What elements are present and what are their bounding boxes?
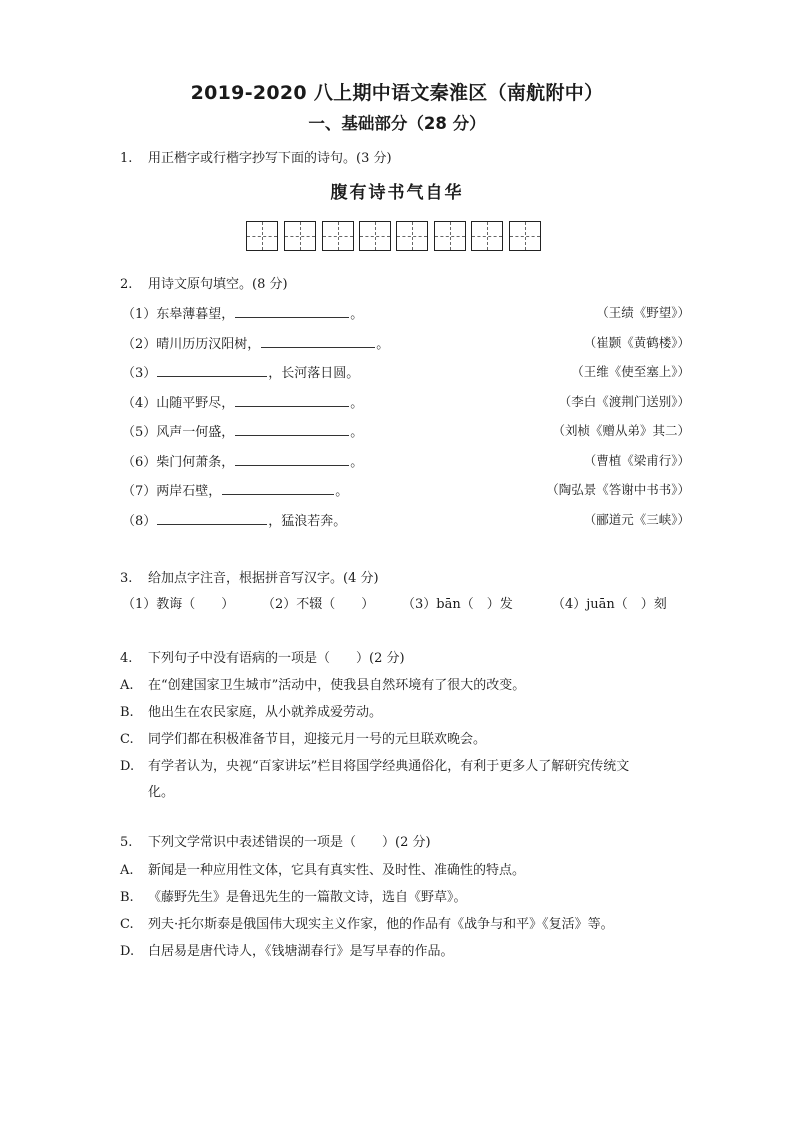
- option-text[interactable]: 同学们都在积极准备节目，迎接元月一号的元旦联欢晚会。: [148, 732, 487, 747]
- section-title: 一、基础部分（28 分）: [308, 114, 486, 133]
- writing-cell[interactable]: [284, 221, 316, 251]
- option-text[interactable]: 新闻是一种应用性文体，它具有真实性、及时性、准确性的特点。: [148, 863, 526, 878]
- item-pre: 山随平野尽，: [156, 396, 235, 411]
- item-post: 。: [350, 307, 364, 322]
- item-index: （1）: [122, 307, 157, 322]
- question-4-number: 4.: [120, 651, 133, 666]
- option-label[interactable]: A.: [120, 863, 134, 878]
- pinyin-item-3[interactable]: （3）bān（ ）发: [402, 597, 513, 612]
- writing-cell[interactable]: [322, 221, 354, 251]
- item-pre: 东皋薄暮望，: [156, 307, 235, 322]
- item-source: （崔颢《黄鹤楼》）: [583, 335, 690, 350]
- fill-item-6: [122, 452, 363, 472]
- item-source: （刘桢《赠从弟》其二）: [552, 423, 690, 438]
- answer-blank[interactable]: [235, 304, 349, 318]
- pinyin-item-1[interactable]: （1）教诲（ ）: [122, 597, 235, 612]
- item-index: （2）: [122, 337, 157, 352]
- item-source: （郦道元《三峡》）: [583, 512, 690, 527]
- answer-blank[interactable]: [235, 452, 349, 466]
- item-post: ，长河落日圆。: [268, 366, 360, 381]
- fill-item-1: [122, 304, 363, 324]
- writing-cell[interactable]: [434, 221, 466, 251]
- question-4-text: 下列句子中没有语病的一项是（ ）(2 分): [148, 651, 405, 666]
- fill-item-5: [122, 422, 363, 442]
- item-post: 。: [350, 425, 364, 440]
- answer-blank[interactable]: [235, 393, 349, 407]
- question-2-number: 2.: [120, 277, 133, 292]
- item-post: 。: [350, 455, 364, 470]
- option-text[interactable]: 列夫·托尔斯泰是俄国伟大现实主义作家，他的作品有《战争与和平》《复活》等。: [148, 917, 614, 932]
- item-index: （4）: [122, 396, 157, 411]
- pinyin-item-4[interactable]: （4）juān（ ）刻: [552, 597, 667, 612]
- answer-blank[interactable]: [222, 481, 334, 495]
- item-source: （曹植《梁甫行》）: [583, 453, 690, 468]
- option-text-continued: 化。: [148, 785, 175, 800]
- writing-cell[interactable]: [471, 221, 503, 251]
- item-post: 。: [335, 484, 349, 499]
- item-pre: 柴门何萧条，: [156, 455, 235, 470]
- item-post: ，猛浪若奔。: [268, 514, 347, 529]
- fill-item-2: [122, 334, 389, 354]
- item-index: （7）: [122, 484, 157, 499]
- question-3-number: 3.: [120, 571, 133, 586]
- writing-cell[interactable]: [359, 221, 391, 251]
- option-label[interactable]: B.: [120, 890, 134, 905]
- item-pre: 晴川历历汉阳树，: [156, 337, 261, 352]
- option-text[interactable]: 在“创建国家卫生城市”活动中，使我县自然环境有了很大的改变。: [148, 678, 526, 693]
- option-label[interactable]: C.: [120, 732, 134, 747]
- fill-item-3: [122, 363, 359, 383]
- writing-cell[interactable]: [509, 221, 541, 251]
- question-5-text: 下列文学常识中表述错误的一项是（ ）(2 分): [148, 835, 431, 850]
- item-index: （5）: [122, 425, 157, 440]
- option-label[interactable]: A.: [120, 678, 134, 693]
- writing-cell[interactable]: [246, 221, 278, 251]
- fill-item-7: [122, 481, 348, 501]
- pinyin-item-2[interactable]: （2）不辍（ ）: [262, 597, 375, 612]
- item-post: 。: [376, 337, 390, 352]
- question-1-number: 1.: [120, 151, 133, 166]
- option-label[interactable]: B.: [120, 705, 134, 720]
- question-1-text: 用正楷字或行楷字抄写下面的诗句。(3 分): [148, 151, 392, 166]
- writing-cell[interactable]: [396, 221, 428, 251]
- option-text[interactable]: 他出生在农民家庭，从小就养成爱劳动。: [148, 705, 383, 720]
- poem-line: 腹有诗书气自华: [330, 183, 464, 203]
- item-pre: 两岸石壁，: [156, 484, 222, 499]
- item-index: （6）: [122, 455, 157, 470]
- document-title: 2019-2020 八上期中语文秦淮区（南航附中）: [190, 82, 604, 104]
- question-3-text: 给加点字注音，根据拼音写汉字。(4 分): [148, 571, 379, 586]
- item-index: （3）: [122, 366, 157, 381]
- item-source: （陶弘景《答谢中书书》）: [546, 482, 690, 497]
- question-2-text: 用诗文原句填空。(8 分): [148, 277, 288, 292]
- item-post: 。: [350, 396, 364, 411]
- answer-blank[interactable]: [261, 334, 375, 348]
- option-text[interactable]: 白居易是唐代诗人，《钱塘湖春行》是写早春的作品。: [148, 944, 454, 959]
- option-text[interactable]: 《藤野先生》是鲁迅先生的一篇散文诗，选自《野草》。: [148, 890, 467, 905]
- answer-blank[interactable]: [235, 422, 349, 436]
- answer-blank[interactable]: [157, 363, 267, 377]
- item-source: （李白《渡荆门送别》）: [558, 394, 690, 409]
- answer-blank[interactable]: [157, 511, 267, 525]
- item-pre: 风声一何盛，: [156, 425, 235, 440]
- item-source: （王维《使至塞上》）: [571, 364, 690, 379]
- item-source: （王绩《野望》）: [596, 305, 690, 320]
- option-label[interactable]: D.: [120, 944, 135, 959]
- option-label[interactable]: D.: [120, 759, 135, 774]
- option-label[interactable]: C.: [120, 917, 134, 932]
- fill-item-8: [122, 511, 346, 531]
- option-text[interactable]: 有学者认为，央视“百家讲坛”栏目将国学经典通俗化，有利于更多人了解研究传统文: [148, 759, 630, 774]
- question-5-number: 5.: [120, 835, 133, 850]
- fill-item-4: [122, 393, 363, 413]
- item-index: （8）: [122, 514, 157, 529]
